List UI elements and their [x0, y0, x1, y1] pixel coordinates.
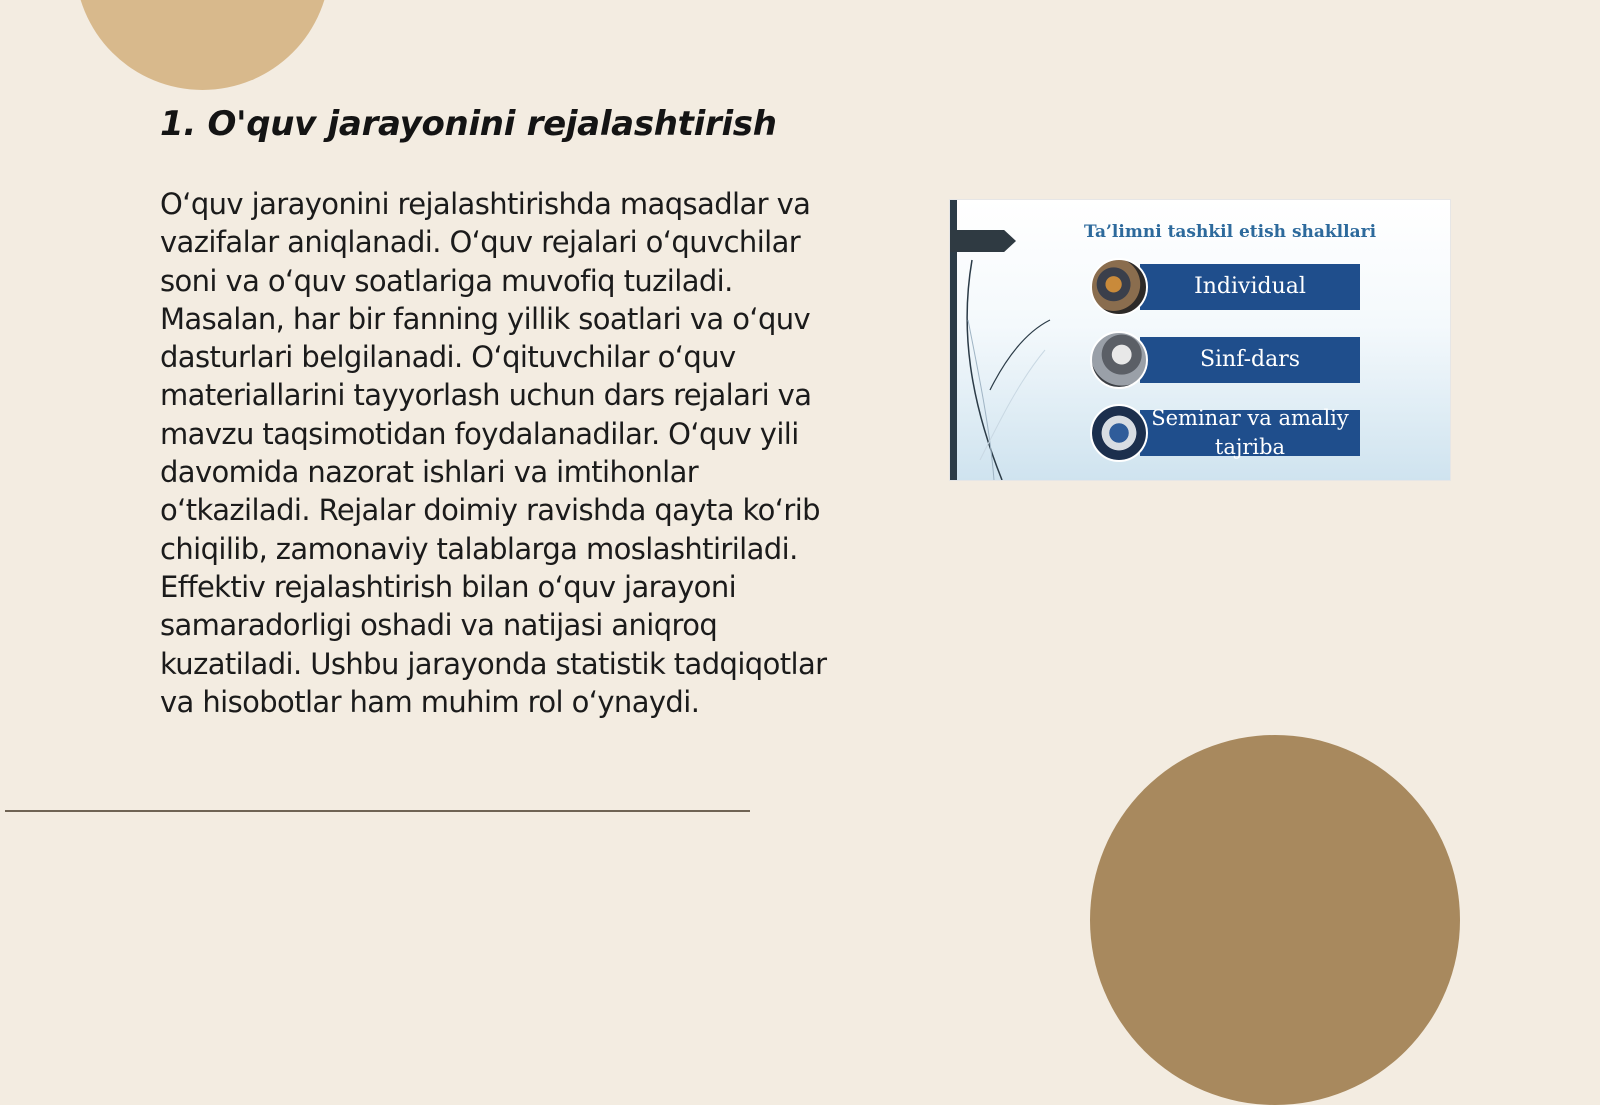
- form-item-label: Seminar va amaliy tajriba: [1140, 410, 1360, 456]
- embedded-slide-image: [950, 200, 1450, 480]
- embedded-slide-heading: Ta’limni tashkil etish shakllari: [1083, 222, 1377, 242]
- form-item-seminar: [1090, 404, 1365, 462]
- divider-line: [5, 810, 750, 812]
- photo-thumbnail: [1090, 404, 1148, 462]
- decorative-curves: [950, 200, 1090, 480]
- photo-thumbnail: [1090, 331, 1148, 389]
- form-item-sinf-dars: [1090, 331, 1365, 389]
- form-item-label: Individual: [1140, 264, 1360, 310]
- form-item-individual: [1090, 258, 1365, 316]
- slide-title: 1. O'quv jarayonini rejalashtirish: [160, 104, 777, 144]
- slide-body-text: O‘quv jarayonini rejalashtirishda maqsadlar va vazifalar aniqlanadi. O‘quv rejalari o‘quvchilar soni va o‘quv soatlariga muvofiq tuziladi. Masalan, har bir fanning yillik soatlari va o‘quv dasturlari belgilanadi. O‘qituvchilar o‘quv materiallarini tayyorlash uchun dars rejalari va mavzu taqsimotidan foydalanadilar. O‘quv yili davomida nazorat ishlari va imtihonlar o‘tkaziladi. Rejalar doimiy ravishda qayta ko‘rib chiqilib, zamonaviy talablarga moslashtiriladi. Effektiv rejalashtirish bilan o‘quv jarayoni samaradorligi oshadi va natijasi aniqroq kuzatiladi. Ushbu jarayonda statistik tadqiqotlar va hisobotlar ham muhim rol o‘ynaydi.: [160, 187, 827, 719]
- decorative-circle-bottom: [1090, 735, 1460, 1105]
- decorative-circle-top: [75, 0, 330, 90]
- form-item-label: Sinf-dars: [1140, 337, 1360, 383]
- photo-thumbnail: [1090, 258, 1148, 316]
